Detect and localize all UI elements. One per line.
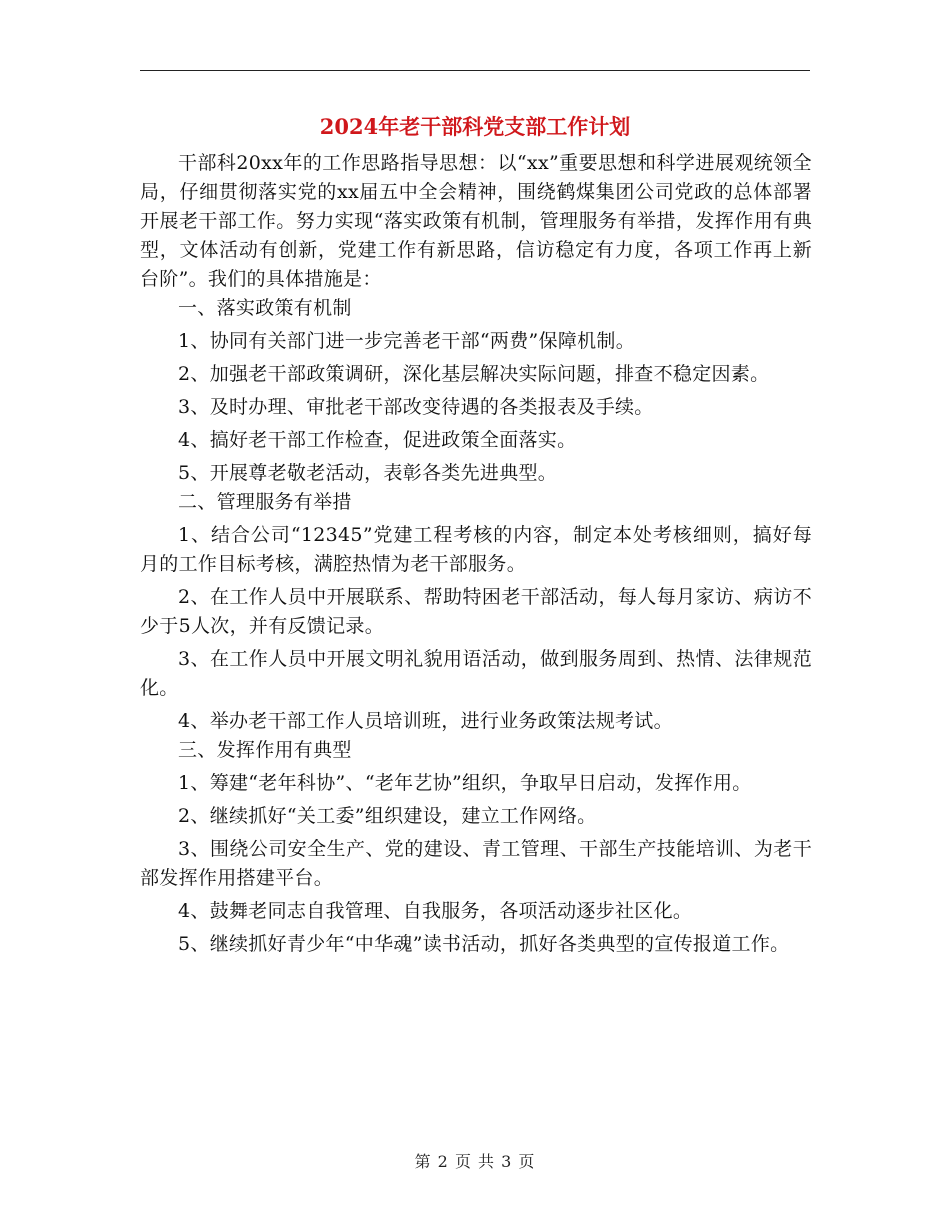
list-item: 1、筹建“老年科协”、“老年艺协”组织，争取早日启动，发挥作用。	[178, 772, 752, 794]
list-item: 1、结合公司“12345”党建工程考核的内容，制定本处考核细则，搞好每月的工作目标考核，满腔热情为老干部服务。	[140, 524, 812, 575]
intro-paragraph: 干部科20xx年的工作思路指导思想：以“xx”重要思想和科学进展观统领全局，仔细贯彻落实党的xx届五中全会精神，围绕鹤煤集团公司党政的总体部署开展老干部工作。努力实现“落实政策有机制，管理服务有举措，发挥作用有典型，文体活动有创新，党建工作有新思路，信访稳定有力度，各项工作再上新台阶”。我们的具体措施是：	[140, 152, 812, 290]
list-item: 2、加强老干部政策调研，深化基层解决实际问题，排查不稳定因素。	[178, 363, 770, 385]
section-heading-3: 三、发挥作用有典型	[178, 739, 352, 761]
list-item: 3、围绕公司安全生产、党的建设、青工管理、干部生产技能培训、为老干部发挥作用搭建平台。	[140, 838, 812, 889]
list-item: 3、在工作人员中开展文明礼貌用语活动，做到服务周到、热情、法律规范化。	[140, 648, 812, 699]
header-rule	[140, 70, 810, 71]
list-item: 2、继续抓好“关工委”组织建设，建立工作网络。	[178, 805, 597, 827]
section-heading-2: 二、管理服务有举措	[178, 491, 352, 513]
list-item: 3、及时办理、审批老干部改变待遇的各类报表及手续。	[178, 396, 654, 418]
list-item: 5、继续抓好青少年“中华魂”读书活动，抓好各类典型的宣传报道工作。	[178, 933, 790, 955]
document-title: 2024年老干部科党支部工作计划	[319, 114, 631, 139]
list-item: 4、鼓舞老同志自我管理、自我服务，各项活动逐步社区化。	[178, 900, 693, 922]
section-heading-1: 一、落实政策有机制	[178, 297, 352, 319]
list-item: 4、搞好老干部工作检查，促进政策全面落实。	[178, 429, 577, 451]
document-body	[140, 149, 812, 959]
list-item: 4、举办老干部工作人员培训班，进行业务政策法规考试。	[178, 710, 673, 732]
list-item: 2、在工作人员中开展联系、帮助特困老干部活动，每人每月家访、病访不少于5人次，并有反馈记录。	[140, 586, 812, 637]
page-number: 第 2 页 共 3 页	[414, 1152, 536, 1171]
list-item: 5、开展尊老敬老活动，表彰各类先进典型。	[178, 462, 558, 484]
list-item: 1、协同有关部门进一步完善老干部“两费”保障机制。	[178, 330, 636, 352]
